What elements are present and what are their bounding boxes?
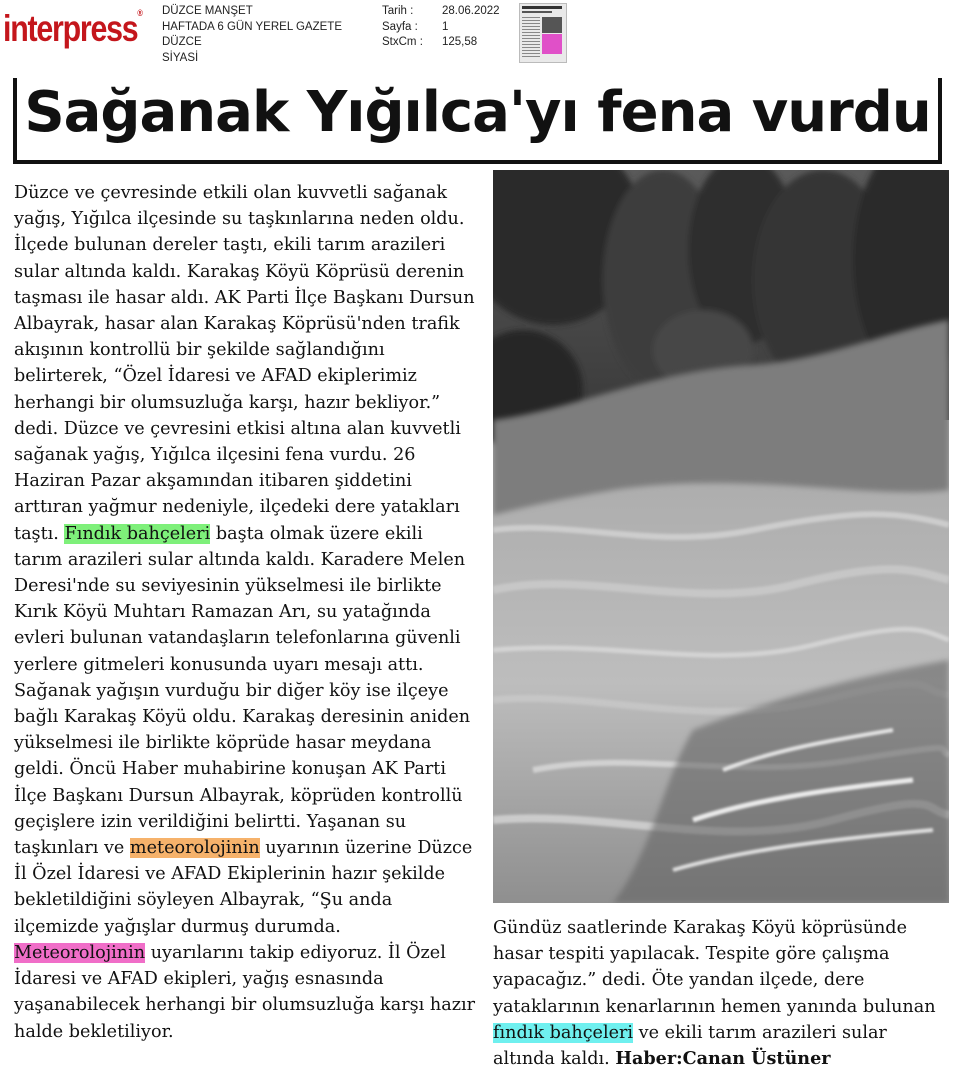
text-run: başta olmak üzere ekili tarım arazileri sular altında kaldı. Karadere Melen Deresi'nde su seviyesinin yükselmesi ile birlikte Kırık Köyü Muhtarı Ramazan Arı, su yatağında evleri bulunan vatandaşların telefonlarına güvenli yerlere gitmeleri konusunda uyarı mesajı attı.: [14, 523, 466, 675]
interpress-logo: [3, 8, 142, 50]
thumb-line: [522, 11, 552, 13]
paragraph: [14, 678, 476, 1045]
date-label: Tarih :: [382, 5, 414, 17]
text-run: uyarının üzerine Düzce İl Özel İdaresi ve AFAD Ekiplerinin hazır şekilde bekletildiğini söyleyen Albayrak, “Şu anda ilçemizde yağışlar durmuş durumda.: [14, 838, 473, 937]
flood-photo-image: [493, 170, 949, 903]
publication-info: [162, 4, 342, 66]
date-row: [382, 4, 500, 20]
clipping-header: [0, 0, 957, 68]
thumb-line: [522, 6, 562, 9]
text-run: Düzce ve çevresinde etkili olan kuvvetli sağanak yağış, Yığılca ilçesinde su taşkınlarına neden oldu. İlçede bulunan dereler taştı, ekili tarım arazileri sular altında kaldı. Karakaş Köyü Köprüsü derenin taşması ile hasar aldı. AK Parti İlçe Başkanı Dursun Albayrak, hasar alan Karakaş Köprüsü'nden trafik akışının kontrollü bir şekilde sağlandığını belirterek, “Özel İdaresi ve AFAD ekiplerimiz herhangi bir olumsuzluğa karşı, hazır bekliyor.” dedi. Düzce ve çevresini etkisi altına alan kuvvetli sağanak yağış, Yığılca ilçesini fena vurdu. 26 Haziran Pazar akşamından itibaren şiddetini arttıran yağmur nedeniyle, ilçedeki dere yatakları taştı.: [14, 183, 475, 544]
stxcm-value: 125,58: [442, 36, 478, 48]
page-thumbnail[interactable]: [519, 3, 567, 63]
thumb-text: [522, 17, 540, 57]
stxcm-label: StxCm :: [382, 36, 423, 48]
clipping-meta: [382, 4, 500, 51]
article-body-left: [14, 180, 476, 1045]
page-value: 1: [442, 20, 449, 33]
highlight-meteorolojinin-2: Meteorolojinin: [14, 942, 146, 963]
headline: Sağanak Yığılca'yı fena vurdu: [24, 80, 931, 145]
stxcm-row: [382, 35, 500, 51]
date-value: 28.06.2022: [442, 5, 500, 17]
highlight-findik-bahceleri-2: fındık bahçeleri: [493, 1022, 634, 1043]
thumb-highlight: [542, 34, 562, 54]
text-run: uyarılarını takip ediyoruz. İl Özel İdaresi ve AFAD ekipleri, yağış esnasında yaşanabilecek herhangi bir olumsuzluğa karşı hazır halde bekletiliyor.: [14, 942, 475, 1042]
publication-name: DÜZCE MANŞET: [162, 5, 253, 17]
headline-frame: [13, 78, 942, 164]
publication-category: SİYASİ: [162, 51, 199, 64]
thumb-photo: [542, 17, 562, 33]
text-run: Sağanak yağışın vurduğu bir diğer köy ise ilçeye bağlı Karakaş Köyü oldu. Karakaş deresinin aniden yükselmesi ile birlikte köprüde hasar meydana geldi. Öncü Haber muhabirine konuşan AK Parti İlçe Başkanı Dursun Albayrak, köprüden kontrollü geçişlere izin verildiğini belirtti. Yaşanan su taşkınları ve: [14, 680, 471, 859]
paragraph: [14, 180, 476, 678]
paragraph: [493, 915, 949, 1072]
registered-mark: ®: [137, 8, 142, 18]
flood-photo: [493, 170, 949, 903]
article-body-right: [493, 915, 949, 1072]
highlight-meteorolojinin: meteorolojinin: [129, 838, 260, 859]
page-label: Sayfa :: [382, 20, 418, 33]
highlight-findik-bahceleri: Fındık bahçeleri: [64, 523, 211, 544]
byline: Haber:Canan Üstüner: [615, 1048, 831, 1070]
publication-city: DÜZCE: [162, 36, 202, 48]
text-run: ve ekili tarım arazileri sular altında kaldı.: [493, 1022, 887, 1070]
page-row: [382, 20, 500, 36]
logo-text: interpress: [3, 8, 138, 49]
text-run: Gündüz saatlerinde Karakaş Köyü köprüsünde hasar tespiti yapılacak. Tespite göre çalışma yapacağız.” dedi. Öte yandan ilçede, dere yataklarının kenarlarının hemen yanında bulunan: [493, 918, 936, 1017]
publication-frequency: HAFTADA 6 GÜN YEREL GAZETE: [162, 20, 342, 33]
